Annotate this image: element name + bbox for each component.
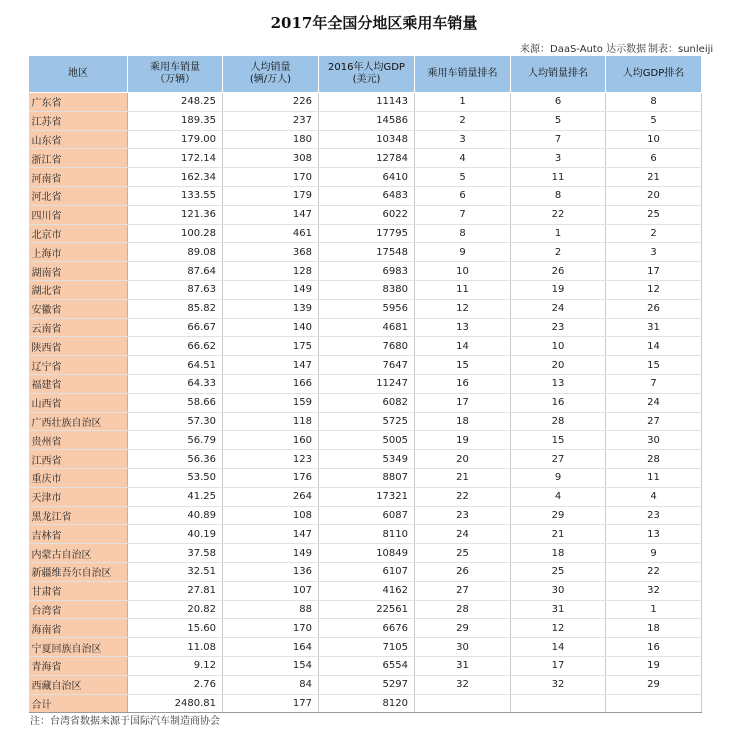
cell-gdp-rank: 1 <box>606 600 702 619</box>
table-row <box>29 224 702 243</box>
cell-region: 天津市 <box>29 487 128 506</box>
cell-region: 宁夏回族自治区 <box>29 638 128 657</box>
cell-sales-rank: 18 <box>415 412 511 431</box>
cell-per-capita-sales: 160 <box>223 431 319 450</box>
cell-per-capita-sales: 176 <box>223 468 319 487</box>
cell-region: 海南省 <box>29 619 128 638</box>
table-row <box>29 111 702 130</box>
cell-per-capita-rank: 15 <box>511 431 606 450</box>
cell-region: 陕西省 <box>29 337 128 356</box>
table-row <box>29 468 702 487</box>
cell-region: 甘肃省 <box>29 581 128 600</box>
cell-sales-rank: 16 <box>415 374 511 393</box>
cell-sales-rank: 10 <box>415 262 511 281</box>
cell-per-capita-sales: 123 <box>223 450 319 469</box>
cell-region: 贵州省 <box>29 431 128 450</box>
cell-gdp: 6107 <box>319 562 415 581</box>
cell-sales: 56.36 <box>128 450 223 469</box>
cell-per-capita-rank: 29 <box>511 506 606 525</box>
cell-sales-rank: 22 <box>415 487 511 506</box>
cell-gdp: 6483 <box>319 186 415 205</box>
cell-gdp-rank: 19 <box>606 656 702 675</box>
cell-per-capita-rank: 13 <box>511 374 606 393</box>
cell-gdp-rank: 18 <box>606 619 702 638</box>
cell-sales: 15.60 <box>128 619 223 638</box>
cell-per-capita-rank: 21 <box>511 525 606 544</box>
cell-gdp: 17795 <box>319 224 415 243</box>
cell-sales-rank: 28 <box>415 600 511 619</box>
cell-per-capita-rank: 30 <box>511 581 606 600</box>
cell-gdp: 10849 <box>319 544 415 563</box>
table-row <box>29 205 702 224</box>
cell-gdp: 12784 <box>319 149 415 168</box>
cell-per-capita-rank: 26 <box>511 262 606 281</box>
cell-gdp-rank: 13 <box>606 525 702 544</box>
cell-per-capita-rank: 7 <box>511 130 606 149</box>
cell-gdp-rank: 24 <box>606 393 702 412</box>
cell-per-capita-rank: 19 <box>511 280 606 299</box>
cell-per-capita-sales: 179 <box>223 186 319 205</box>
cell-sales: 121.36 <box>128 205 223 224</box>
table-row <box>29 525 702 544</box>
cell-gdp-rank: 5 <box>606 111 702 130</box>
cell-sales: 56.79 <box>128 431 223 450</box>
cell-per-capita-sales: 128 <box>223 262 319 281</box>
cell-sales-rank: 19 <box>415 431 511 450</box>
cell-region: 上海市 <box>29 243 128 262</box>
cell-sales-rank: 15 <box>415 356 511 375</box>
cell-sales-rank: 32 <box>415 675 511 694</box>
table-row <box>29 299 702 318</box>
cell-sales-rank: 3 <box>415 130 511 149</box>
table-row <box>29 450 702 469</box>
cell-per-capita-sales: 84 <box>223 675 319 694</box>
cell-sales-rank: 23 <box>415 506 511 525</box>
cell-sales: 41.25 <box>128 487 223 506</box>
cell-per-capita-sales: 226 <box>223 93 319 112</box>
cell-per-capita-rank: 22 <box>511 205 606 224</box>
cell-gdp-rank: 31 <box>606 318 702 337</box>
cell-sales: 37.58 <box>128 544 223 563</box>
cell-per-capita-rank: 11 <box>511 168 606 187</box>
cell-gdp: 5297 <box>319 675 415 694</box>
cell-region: 西藏自治区 <box>29 675 128 694</box>
cell-gdp: 7680 <box>319 337 415 356</box>
cell-per-capita-rank: 12 <box>511 619 606 638</box>
cell-gdp: 5005 <box>319 431 415 450</box>
cell-region: 浙江省 <box>29 149 128 168</box>
cell-region: 吉林省 <box>29 525 128 544</box>
cell-per-capita-rank: 18 <box>511 544 606 563</box>
cell-sales: 172.14 <box>128 149 223 168</box>
cell-sales: 85.82 <box>128 299 223 318</box>
cell-per-capita-rank: 25 <box>511 562 606 581</box>
header-per-capita-sales: 人均销量 (辆/万人) <box>223 56 319 93</box>
cell-gdp: 17548 <box>319 243 415 262</box>
cell-per-capita-sales: 159 <box>223 393 319 412</box>
table-row <box>29 562 702 581</box>
cell-per-capita-rank: 27 <box>511 450 606 469</box>
cell-gdp-rank: 8 <box>606 93 702 112</box>
cell-sales: 2.76 <box>128 675 223 694</box>
cell-gdp-rank: 2 <box>606 224 702 243</box>
cell-per-capita-sales: 237 <box>223 111 319 130</box>
cell-per-capita-sales: 308 <box>223 149 319 168</box>
cell-gdp: 6554 <box>319 656 415 675</box>
cell-sales-rank: 25 <box>415 544 511 563</box>
cell-per-capita-rank: 6 <box>511 93 606 112</box>
cell-sales: 179.00 <box>128 130 223 149</box>
cell-gdp: 6410 <box>319 168 415 187</box>
table-row <box>29 619 702 638</box>
cell-per-capita-sales: 154 <box>223 656 319 675</box>
cell-per-capita-rank: 8 <box>511 186 606 205</box>
cell-sales: 40.89 <box>128 506 223 525</box>
cell-region: 山东省 <box>29 130 128 149</box>
cell-sales-rank: 24 <box>415 525 511 544</box>
header-row <box>29 56 702 93</box>
cell-sales-rank: 27 <box>415 581 511 600</box>
cell-gdp-rank: 3 <box>606 243 702 262</box>
cell-sales-rank: 30 <box>415 638 511 657</box>
table-row <box>29 280 702 299</box>
cell-gdp-rank: 9 <box>606 544 702 563</box>
cell-per-capita-rank: 31 <box>511 600 606 619</box>
cell-sales: 20.82 <box>128 600 223 619</box>
cell-sales: 64.51 <box>128 356 223 375</box>
cell-region: 台湾省 <box>29 600 128 619</box>
cell-sales-rank <box>415 694 511 713</box>
table-row <box>29 412 702 431</box>
cell-sales-rank: 20 <box>415 450 511 469</box>
cell-per-capita-rank: 24 <box>511 299 606 318</box>
cell-gdp-rank: 25 <box>606 205 702 224</box>
cell-gdp-rank: 4 <box>606 487 702 506</box>
cell-per-capita-rank: 10 <box>511 337 606 356</box>
cell-gdp: 5725 <box>319 412 415 431</box>
cell-region: 四川省 <box>29 205 128 224</box>
cell-sales-rank: 29 <box>415 619 511 638</box>
cell-gdp-rank: 21 <box>606 168 702 187</box>
cell-gdp-rank: 7 <box>606 374 702 393</box>
table-row <box>29 487 702 506</box>
cell-sales-rank: 2 <box>415 111 511 130</box>
cell-per-capita-rank: 14 <box>511 638 606 657</box>
cell-per-capita-rank: 23 <box>511 318 606 337</box>
cell-sales: 87.63 <box>128 280 223 299</box>
cell-gdp: 6022 <box>319 205 415 224</box>
cell-per-capita-sales: 139 <box>223 299 319 318</box>
header-per-capita-rank: 人均销量排名 <box>511 56 606 93</box>
cell-sales-rank: 5 <box>415 168 511 187</box>
cell-gdp-rank: 14 <box>606 337 702 356</box>
cell-gdp-rank <box>606 694 702 713</box>
cell-region: 湖北省 <box>29 280 128 299</box>
cell-sales: 58.66 <box>128 393 223 412</box>
table-row <box>29 638 702 657</box>
cell-per-capita-sales: 177 <box>223 694 319 713</box>
cell-per-capita-sales: 175 <box>223 337 319 356</box>
cell-sales: 27.81 <box>128 581 223 600</box>
cell-region: 北京市 <box>29 224 128 243</box>
cell-gdp: 6087 <box>319 506 415 525</box>
cell-region: 河北省 <box>29 186 128 205</box>
cell-sales: 64.33 <box>128 374 223 393</box>
cell-gdp: 14586 <box>319 111 415 130</box>
cell-sales-rank: 7 <box>415 205 511 224</box>
cell-gdp-rank: 22 <box>606 562 702 581</box>
cell-gdp: 11143 <box>319 93 415 112</box>
cell-gdp: 8380 <box>319 280 415 299</box>
cell-region: 湖南省 <box>29 262 128 281</box>
cell-per-capita-rank: 4 <box>511 487 606 506</box>
cell-per-capita-rank: 32 <box>511 675 606 694</box>
cell-gdp-rank: 10 <box>606 130 702 149</box>
cell-sales: 66.62 <box>128 337 223 356</box>
cell-sales: 162.34 <box>128 168 223 187</box>
cell-per-capita-sales: 88 <box>223 600 319 619</box>
table-row <box>29 356 702 375</box>
cell-per-capita-sales: 461 <box>223 224 319 243</box>
cell-gdp: 8807 <box>319 468 415 487</box>
cell-region: 合计 <box>29 694 128 713</box>
cell-per-capita-rank: 1 <box>511 224 606 243</box>
cell-per-capita-sales: 264 <box>223 487 319 506</box>
cell-per-capita-rank: 9 <box>511 468 606 487</box>
table-row <box>29 262 702 281</box>
cell-sales-rank: 26 <box>415 562 511 581</box>
cell-per-capita-sales: 164 <box>223 638 319 657</box>
cell-sales-rank: 14 <box>415 337 511 356</box>
cell-sales-rank: 9 <box>415 243 511 262</box>
cell-gdp-rank: 16 <box>606 638 702 657</box>
table-row <box>29 675 702 694</box>
cell-sales: 66.67 <box>128 318 223 337</box>
table-row <box>29 374 702 393</box>
table-row <box>29 93 702 112</box>
cell-sales-rank: 6 <box>415 186 511 205</box>
table-title: 2017年全国分地区乘用车销量 <box>270 14 478 32</box>
cell-sales-rank: 17 <box>415 393 511 412</box>
table-row <box>29 656 702 675</box>
table-body <box>29 93 702 713</box>
cell-gdp-rank: 23 <box>606 506 702 525</box>
cell-per-capita-sales: 147 <box>223 356 319 375</box>
cell-sales-rank: 8 <box>415 224 511 243</box>
cell-sales-rank: 13 <box>415 318 511 337</box>
cell-per-capita-sales: 368 <box>223 243 319 262</box>
table-row <box>29 318 702 337</box>
cell-region: 重庆市 <box>29 468 128 487</box>
cell-gdp-rank: 26 <box>606 299 702 318</box>
cell-per-capita-sales: 149 <box>223 280 319 299</box>
cell-per-capita-sales: 170 <box>223 619 319 638</box>
cell-per-capita-sales: 136 <box>223 562 319 581</box>
cell-gdp: 7647 <box>319 356 415 375</box>
cell-per-capita-sales: 147 <box>223 205 319 224</box>
table-row <box>29 186 702 205</box>
table-row <box>29 393 702 412</box>
header-region: 地区 <box>29 56 128 93</box>
cell-gdp: 8110 <box>319 525 415 544</box>
sales-table <box>28 55 702 713</box>
cell-gdp-rank: 20 <box>606 186 702 205</box>
cell-per-capita-rank: 2 <box>511 243 606 262</box>
cell-sales: 89.08 <box>128 243 223 262</box>
cell-sales-rank: 31 <box>415 656 511 675</box>
cell-region: 广西壮族自治区 <box>29 412 128 431</box>
cell-per-capita-rank: 16 <box>511 393 606 412</box>
cell-region: 辽宁省 <box>29 356 128 375</box>
header-sales-rank: 乘用车销量排名 <box>415 56 511 93</box>
table-row <box>29 600 702 619</box>
cell-gdp-rank: 30 <box>606 431 702 450</box>
cell-gdp: 8120 <box>319 694 415 713</box>
header-gdp: 2016年人均GDP (美元) <box>319 56 415 93</box>
cell-region: 山西省 <box>29 393 128 412</box>
cell-sales-rank: 1 <box>415 93 511 112</box>
cell-sales-rank: 21 <box>415 468 511 487</box>
cell-sales: 53.50 <box>128 468 223 487</box>
cell-sales: 87.64 <box>128 262 223 281</box>
source-credit: 来源：DaaS-Auto 达示数据 <box>520 44 647 55</box>
cell-per-capita-sales: 108 <box>223 506 319 525</box>
cell-gdp-rank: 27 <box>606 412 702 431</box>
table-row <box>29 168 702 187</box>
cell-per-capita-sales: 166 <box>223 374 319 393</box>
cell-region: 云南省 <box>29 318 128 337</box>
cell-gdp: 10348 <box>319 130 415 149</box>
cell-sales: 100.28 <box>128 224 223 243</box>
cell-sales: 133.55 <box>128 186 223 205</box>
cell-region: 安徽省 <box>29 299 128 318</box>
cell-per-capita-rank <box>511 694 606 713</box>
cell-sales: 248.25 <box>128 93 223 112</box>
cell-gdp: 17321 <box>319 487 415 506</box>
cell-sales: 11.08 <box>128 638 223 657</box>
cell-gdp-rank: 15 <box>606 356 702 375</box>
cell-sales-rank: 11 <box>415 280 511 299</box>
table-row <box>29 337 702 356</box>
cell-region: 江苏省 <box>29 111 128 130</box>
cell-per-capita-rank: 17 <box>511 656 606 675</box>
cell-sales-rank: 4 <box>415 149 511 168</box>
cell-gdp: 6676 <box>319 619 415 638</box>
cell-region: 新疆维吾尔自治区 <box>29 562 128 581</box>
cell-gdp: 6983 <box>319 262 415 281</box>
cell-gdp: 5956 <box>319 299 415 318</box>
cell-gdp: 22561 <box>319 600 415 619</box>
table-row <box>29 243 702 262</box>
total-row <box>29 694 702 713</box>
cell-per-capita-sales: 149 <box>223 544 319 563</box>
table-row <box>29 506 702 525</box>
cell-region: 河南省 <box>29 168 128 187</box>
cell-sales: 57.30 <box>128 412 223 431</box>
cell-per-capita-sales: 107 <box>223 581 319 600</box>
cell-gdp: 4162 <box>319 581 415 600</box>
cell-region: 青海省 <box>29 656 128 675</box>
cell-per-capita-sales: 170 <box>223 168 319 187</box>
cell-per-capita-sales: 118 <box>223 412 319 431</box>
table-row <box>29 149 702 168</box>
cell-per-capita-rank: 20 <box>511 356 606 375</box>
cell-gdp: 4681 <box>319 318 415 337</box>
cell-sales: 32.51 <box>128 562 223 581</box>
cell-per-capita-sales: 140 <box>223 318 319 337</box>
cell-per-capita-sales: 180 <box>223 130 319 149</box>
cell-per-capita-sales: 147 <box>223 525 319 544</box>
maker-credit: 制表：sunleiji <box>648 44 714 55</box>
cell-gdp-rank: 11 <box>606 468 702 487</box>
cell-region: 江西省 <box>29 450 128 469</box>
cell-region: 广东省 <box>29 93 128 112</box>
table-row <box>29 431 702 450</box>
cell-region: 黑龙江省 <box>29 506 128 525</box>
cell-per-capita-rank: 3 <box>511 149 606 168</box>
header-gdp-rank: 人均GDP排名 <box>606 56 702 93</box>
header-sales: 乘用车销量 （万辆） <box>128 56 223 93</box>
cell-gdp-rank: 6 <box>606 149 702 168</box>
cell-gdp: 7105 <box>319 638 415 657</box>
footnote: 注：台湾省数据来源于国际汽车制造商协会 <box>30 716 220 727</box>
cell-gdp-rank: 17 <box>606 262 702 281</box>
cell-per-capita-rank: 5 <box>511 111 606 130</box>
table-row <box>29 581 702 600</box>
cell-gdp-rank: 32 <box>606 581 702 600</box>
cell-sales: 40.19 <box>128 525 223 544</box>
cell-gdp-rank: 29 <box>606 675 702 694</box>
cell-gdp: 5349 <box>319 450 415 469</box>
cell-region: 内蒙古自治区 <box>29 544 128 563</box>
cell-gdp: 6082 <box>319 393 415 412</box>
cell-region: 福建省 <box>29 374 128 393</box>
table-row <box>29 130 702 149</box>
table-row <box>29 544 702 563</box>
cell-sales: 9.12 <box>128 656 223 675</box>
cell-gdp-rank: 28 <box>606 450 702 469</box>
cell-gdp-rank: 12 <box>606 280 702 299</box>
cell-gdp: 11247 <box>319 374 415 393</box>
cell-sales: 2480.81 <box>128 694 223 713</box>
cell-sales: 189.35 <box>128 111 223 130</box>
cell-per-capita-rank: 28 <box>511 412 606 431</box>
cell-sales-rank: 12 <box>415 299 511 318</box>
